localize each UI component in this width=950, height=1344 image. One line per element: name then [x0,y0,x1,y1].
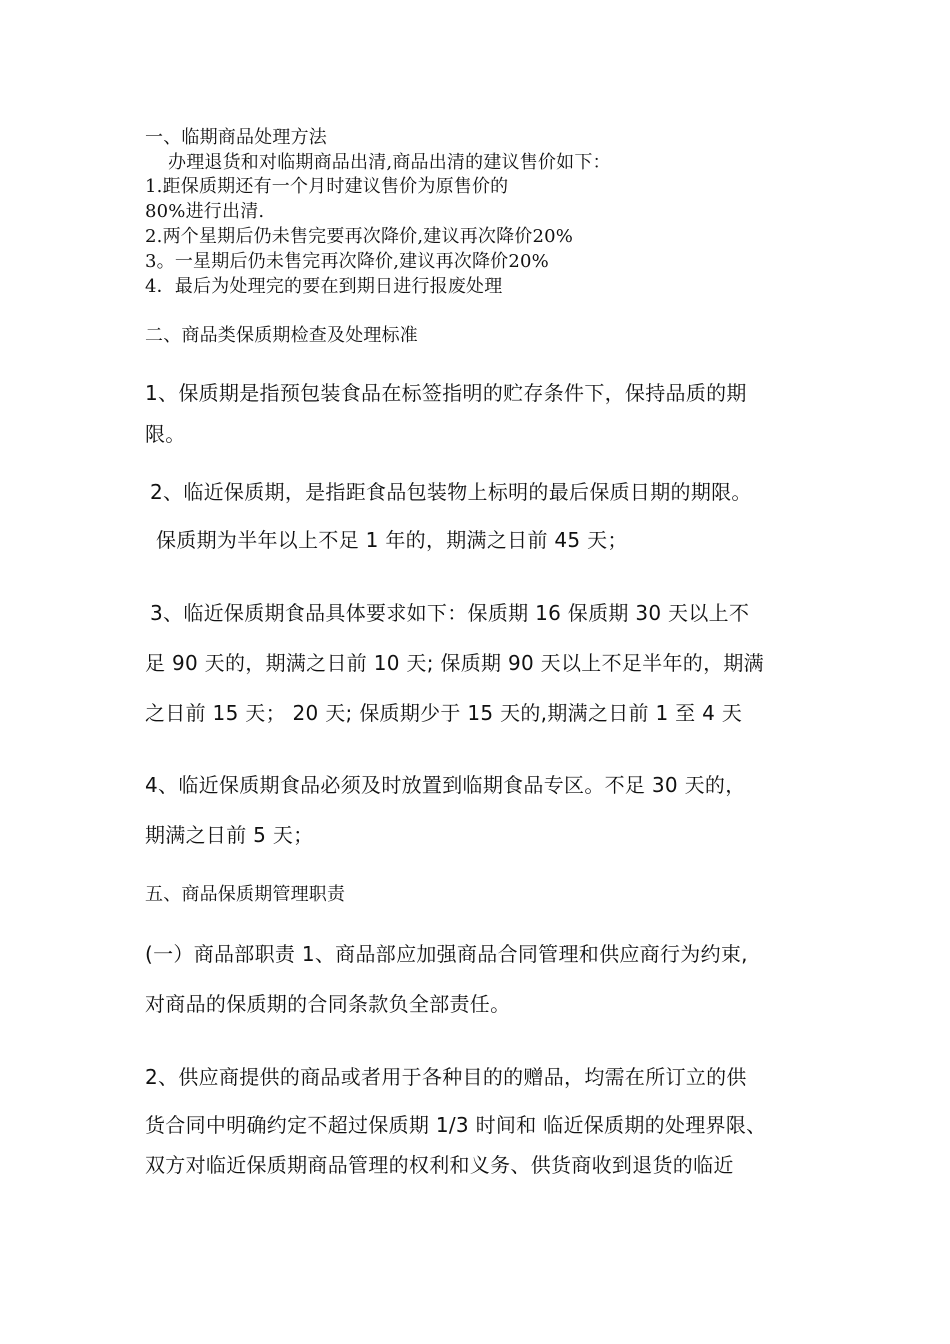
section5-para2-line2: 货合同中明确约定不超过保质期 1/3 时间和 临近保质期的处理界限、 [145,1113,767,1137]
section2-para3-line2: 足 90 天的，期满之日前 10 天; 保质期 90 天以上不足半年的，期满 [145,651,764,675]
section5-para2-line3: 双方对临近保质期商品管理的权利和义务、供货商收到退货的临近 [145,1153,734,1177]
section1-rule4: 4．最后为处理完的要在到期日进行报废处理 [145,276,503,297]
section1-rule1-line2: 80%进行出清. [145,201,265,222]
section5-para1-line1: (一）商品部职责 1、商品部应加强商品合同管理和供应商行为约束, [145,942,748,966]
section1-heading: 一、临期商品处理方法 [145,127,327,148]
section2-para4-line2: 期满之日前 5 天； [145,823,314,847]
section2-para4-line1: 4、临近保质期食品必须及时放置到临期食品专区。不足 30 天的， [145,773,746,797]
section2-para2: 2、临近保质期，是指距食品包装物上标明的最后保质日期的期限。 [150,480,752,504]
section2-para3-line1: 3、临近保质期食品具体要求如下：保质期 16 保质期 30 天以上不 [150,601,750,625]
section1-rule3: 3。一星期后仍未售完再次降价,建议再次降价20% [145,251,549,272]
section5-heading: 五、商品保质期管理职责 [145,884,346,905]
section5-para2-line1: 2、供应商提供的商品或者用于各种目的的赠品，均需在所订立的供 [145,1065,747,1089]
section5-para1-line2: 对商品的保质期的合同条款负全部责任。 [145,992,511,1016]
section2-para2-sub: 保质期为半年以上不足 1 年的，期满之日前 45 天； [156,528,628,552]
section2-para1-line2: 限。 [145,422,186,446]
section1-intro: 办理退货和对临期商品出清,商品出清的建议售价如下： [168,152,611,173]
section2-para1-line1: 1、保质期是指预包装食品在标签指明的贮存条件下，保持品质的期 [145,381,747,405]
section2-heading: 二、商品类保质期检查及处理标准 [145,325,418,346]
section1-rule1-line1: 1.距保质期还有一个月时建议售价为原售价的 [145,176,509,197]
section2-para3-line3: 之日前 15 天； 20 天; 保质期少于 15 天的,期满之日前 1 至 4 天 [145,701,743,725]
section1-rule2: 2.两个星期后仍未售完要再次降价,建议再次降价20% [145,226,574,247]
